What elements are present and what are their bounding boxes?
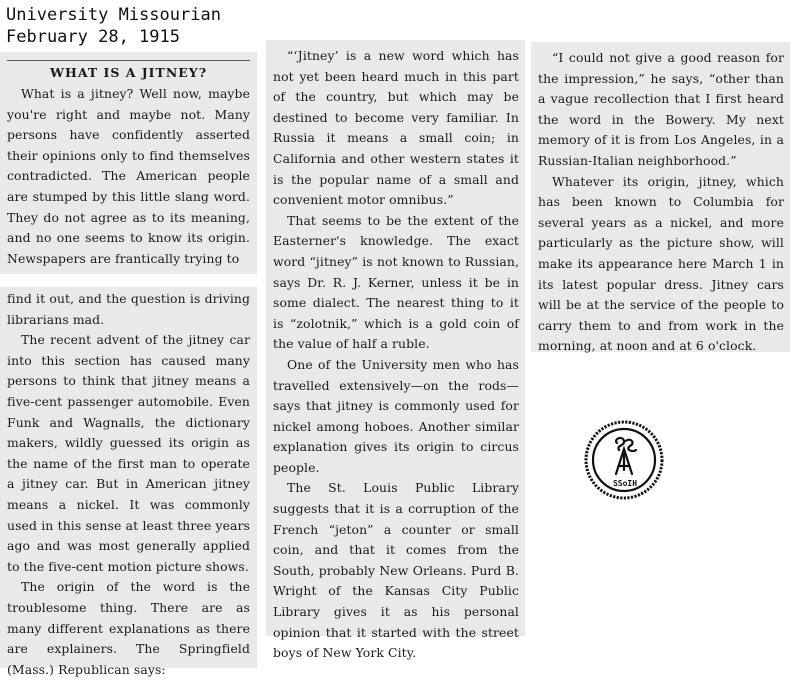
clipping-3 — [266, 40, 525, 661]
stamp-text: SSoIH — [612, 479, 638, 488]
paragraph: Whatever its origin, jitney, which has been known to Columbia for several years as a nickel, and more particularly as the picture show, will make its appearance here March 1 in its latest popular dress. Jitney cars will be at the service of the people to carry them to and from work in the morning, at noon and at 6 o'clock. — [538, 173, 784, 354]
paragraph: What is a jitney? Well now, maybe you're right and maybe not. Many persons have confidently asserted their opinions only to find themselves contradicted. The American people are stumped by this little slang word. They do not agree as to its meaning, and no one seems to know its origin. Newspapers are frantically trying to — [7, 86, 250, 266]
paragraph: find it out, and the question is driving librarians mad. — [7, 291, 250, 327]
ssoih-stamp-logo — [584, 420, 664, 500]
clipping-1 — [0, 52, 257, 274]
article-headline: WHAT IS A JITNEY? — [49, 65, 208, 80]
paragraph: “‘Jitney’ is a new word which has not yet been heard much in this part of the country, but which may be destined to become very familiar. In Russia it means a small coin; in California and other western states it is the popular name of a small and convenient motor omnibus.” — [273, 48, 519, 208]
paragraph: The St. Louis Public Library suggests that it is a corruption of the French “jeton” a counter or small coin, and that it comes from the South, probably New Orleans. Purd B. Wright of the Kansas City Public Library gives it as his personal opinion that it started with the street boys of New York City. — [273, 480, 519, 661]
paragraph: “I could not give a good reason for the impression,” he says, “other than a vague recollection that I first heard the word in the Bowery. My next memory of it is from Los Angeles, in a Russian-Italian neighborhood.” — [538, 50, 784, 168]
paragraph: One of the University men who has travelled extensively—on the rods—says that jitney is commonly used for nickel among hoboes. Another similar explanation gives its origin to circus people. — [273, 356, 519, 475]
clipping-2 — [0, 287, 257, 677]
paragraph: That seems to be the extent of the Easterner's knowledge. The exact word “jitney” is not known to Russian, says Dr. R. J. Kerner, unless it be in some dialect. The nearest thing to it is “zolotnik,” which is a gold coin of the value of half a ruble. — [273, 212, 519, 352]
paragraph: The recent advent of the jitney car into this section has caused many persons to think that jitney means a five-cent passenger automobile. Even Funk and Wagnalls, the dictionary makers, wildly guessed its origin as the name of the first man to operate a jitney car. But in American jitney means a nickel. It was commonly used in this sense at least three years ago and was most generally applied to the five-cent motion picture shows. — [7, 332, 250, 574]
headline-rule — [7, 60, 250, 61]
clipping-4 — [531, 42, 790, 352]
paragraph: The origin of the word is the troublesome thing. There are as many different explanations as there are explainers. The Springfield (Mass.) Republican says: — [7, 579, 250, 677]
publication-date: February 28, 1915 — [6, 27, 180, 47]
publication-name: University Missourian — [6, 5, 221, 25]
